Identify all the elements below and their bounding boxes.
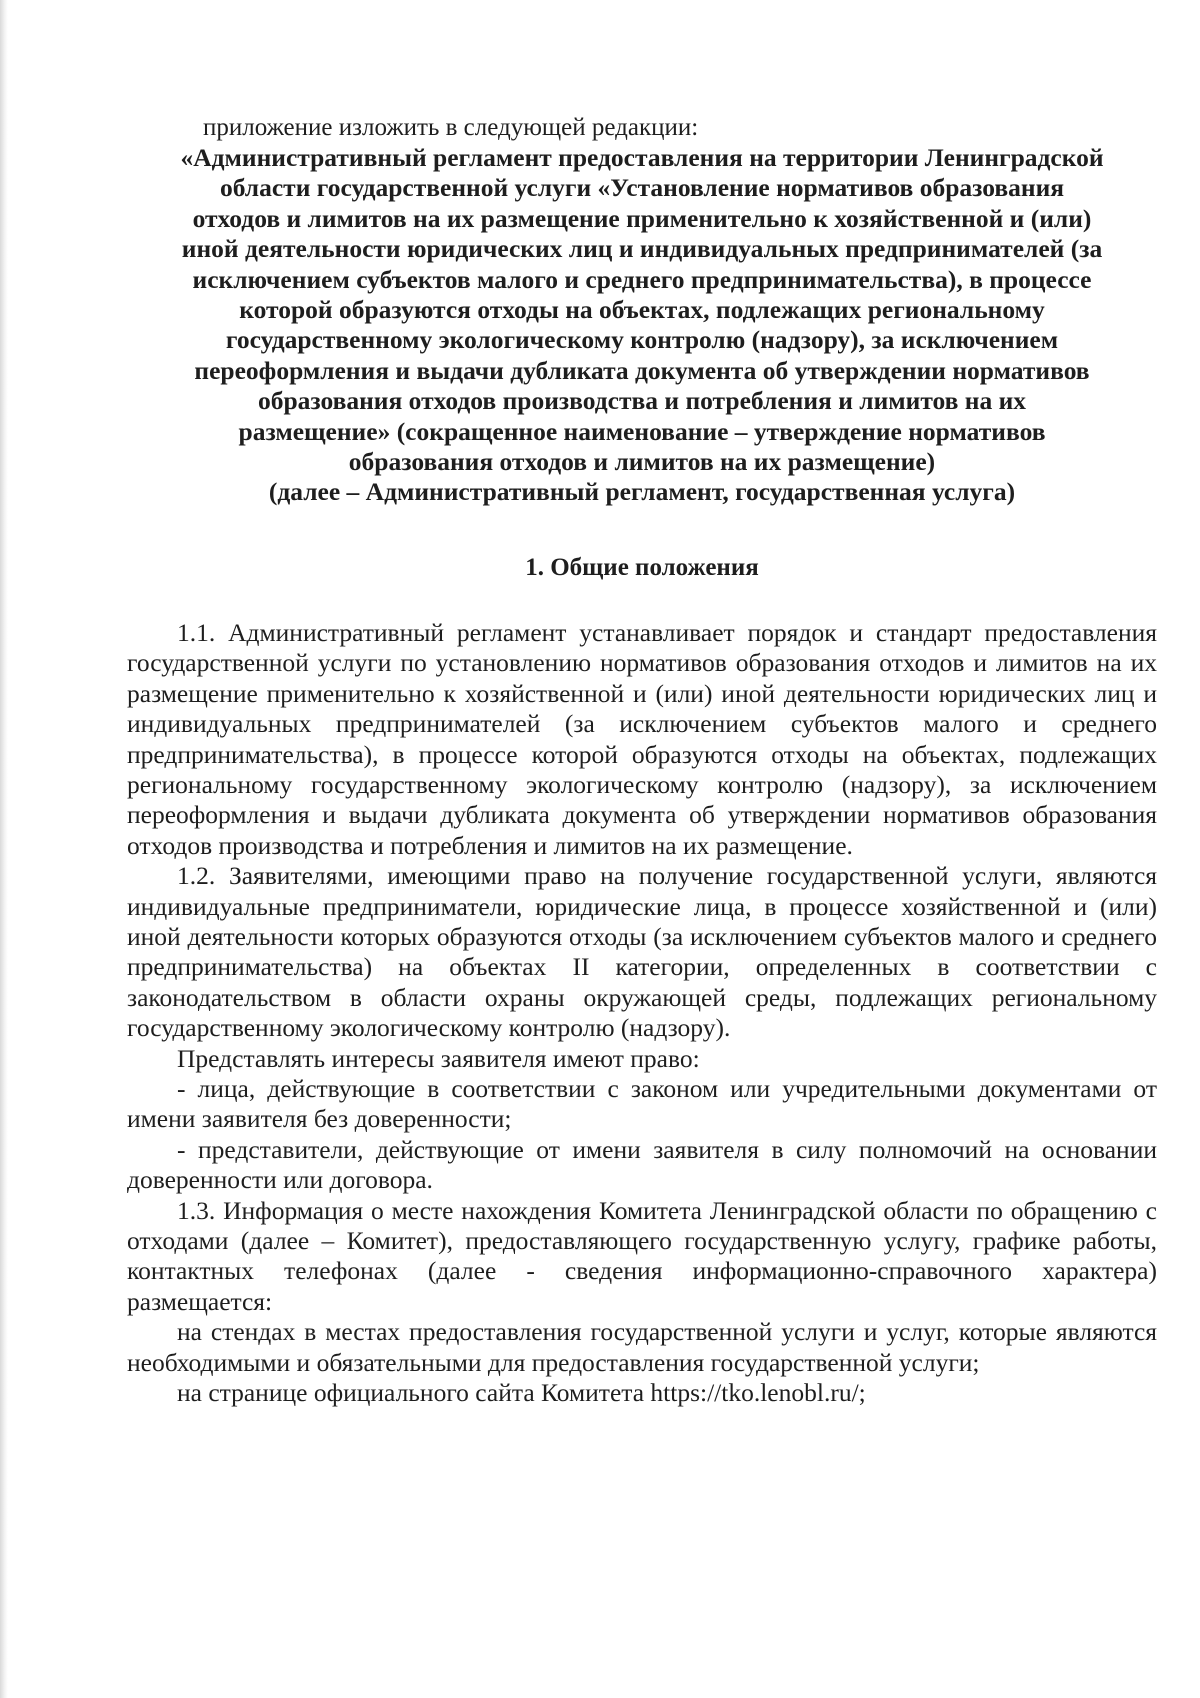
title-line: образования отходов производства и потребления и лимитов на их: [257, 386, 1027, 416]
title-line: которой образуются отходы на объектах, подлежащих региональному: [239, 295, 1045, 325]
document-title: [127, 143, 1157, 508]
title-line: «Административный регламент предоставления на территории Ленинградской: [180, 143, 1104, 172]
paragraph-website: на странице официального сайта Комитета https://tko.lenobl.ru/;: [177, 1378, 866, 1408]
title-line: образования отходов и лимитов на их размещение): [348, 447, 936, 477]
title-line: государственному экологическому контролю (надзору), за исключением: [225, 325, 1059, 355]
intro-line: приложение изложить в следующей редакции:: [203, 114, 699, 141]
paragraph-1-1: 1.1. Административный регламент устанавливает порядок и стандарт предоставления государственной услуги по установлению нормативов образования отходов и лимитов на их размещение применительно к хозяйственной и (или) иной деятельности юридических лиц и индивидуальных предпринимателей (за исключением субъектов малого и среднего предпринимательства), в процессе которой образуются отходы на объектах, подлежащих региональному государственному экологическому контролю (надзору), за исключением переоформления и выдачи дубликата документа об утверждении нормативов образования отходов производства и потребления и лимитов на их размещение.: [127, 617, 1157, 860]
title-line: размещение» (сокращенное наименование – утверждение нормативов: [238, 416, 1046, 446]
paragraph-stands: на стендах в местах предоставления государственной услуги и услуг, которые являются необходимыми и обязательными для предоставления государственной услуги;: [127, 1317, 1157, 1377]
title-line: исключением субъектов малого и среднего предпринимательства), в процессе: [192, 264, 1092, 294]
title-line: отходов и лимитов на их размещение применительно к хозяйственной и (или): [192, 203, 1092, 233]
list-item-representatives: - представители, действующие от имени заявителя в силу полномочий на основании доверенности или договора.: [127, 1134, 1157, 1195]
title-line: области государственной услуги «Установление нормативов образования: [219, 173, 1065, 203]
title-line: (далее – Административный регламент, государственная услуга): [268, 477, 1016, 507]
list-item-persons: - лица, действующие в соответствии с законом или учредительными документами от имени заявителя без доверенности;: [127, 1073, 1157, 1134]
title-line: иной деятельности юридических лиц и индивидуальных предпринимателей (за: [181, 234, 1103, 264]
paragraph-representatives: Представлять интересы заявителя имеют право:: [177, 1043, 700, 1073]
paragraph-1-2: 1.2. Заявителями, имеющими право на получение государственной услуги, являются индивидуальные предприниматели, юридические лица, в процессе хозяйственной и (или) иной деятельности которых образуются отходы (за исключением субъектов малого и среднего предпринимательства) на объектах II категории, определенных в соответствии с законодательством в области охраны окружающей среды, подлежащих региональному государственному экологическому контролю (надзору).: [127, 861, 1157, 1043]
document-page: [127, 113, 1157, 1408]
title-line: переоформления и выдачи дубликата документа об утверждении нормативов: [194, 355, 1090, 385]
paragraph-1-3: 1.3. Информация о месте нахождения Комитета Ленинградской области по обращению с отходами (далее – Комитет), предоставляющего государственную услугу, графике работы, контактных телефонах (далее - сведения информационно-справочного характера) размещается:: [127, 1195, 1157, 1316]
section-heading: 1. Общие положения: [525, 553, 759, 581]
scan-edge: [0, 0, 8, 1698]
